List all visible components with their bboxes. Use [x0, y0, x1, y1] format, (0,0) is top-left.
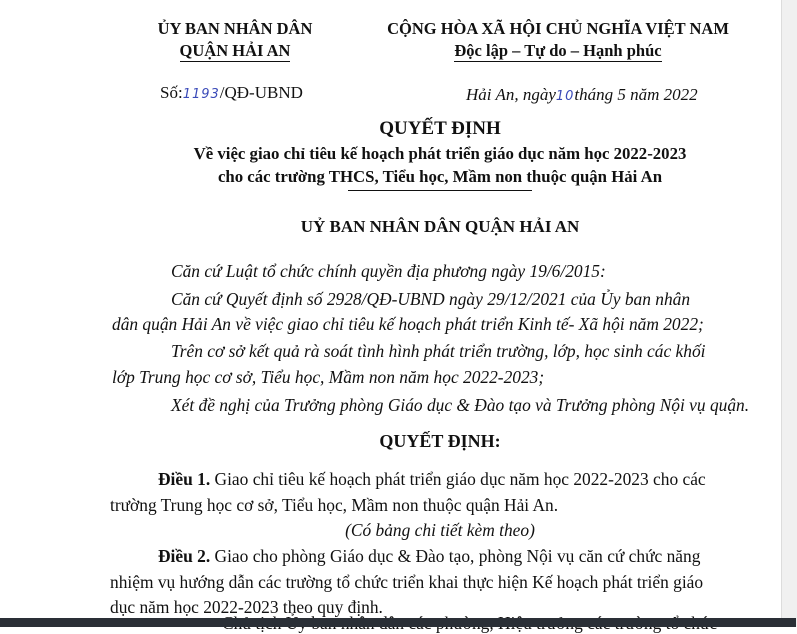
national-motto-text: Độc lập – Tự do – Hạnh phúc: [454, 41, 662, 60]
preamble-basis-2-line-2: dân quận Hải An về việc giao chỉ tiêu kế hoạch phát triển Kinh tế- Xã hội năm 2022;: [112, 314, 704, 334]
date-day-handwritten: 10: [555, 89, 575, 104]
viewer-bottom-bar: [0, 618, 796, 627]
number-prefix: Số:: [160, 83, 183, 102]
document-date: [466, 84, 698, 108]
preamble-proposal: Xét đề nghị của Trưởng phòng Giáo dục & Đào tạo và Trưởng phòng Nội vụ quận.: [171, 395, 750, 415]
article-2-line-1: [158, 545, 700, 567]
preamble-basis-3-line-2: lớp Trung học cơ sở, Tiểu học, Mầm non năm học 2022-2023;: [112, 367, 545, 387]
preamble-basis-2-line-1: Căn cứ Quyết định số 2928/QĐ-UBND ngày 29/12/2021 của Ủy ban nhân: [171, 289, 691, 309]
preamble-basis-1: Căn cứ Luật tổ chức chính quyền địa phương ngày 19/6/2015:: [171, 261, 606, 281]
article-1-text: Giao chỉ tiêu kế hoạch phát triển giáo dục năm học 2022-2023 cho các: [210, 469, 706, 489]
article-2-text: Giao cho phòng Giáo dục & Đào tạo, phòng Nội vụ căn cứ chức năng: [210, 546, 701, 566]
article-1-line-1: [158, 468, 706, 490]
number-suffix: /QĐ-UBND: [219, 83, 303, 102]
issuer-line-2: [135, 40, 335, 62]
date-suffix: tháng 5 năm 2022: [574, 85, 698, 104]
date-prefix: Hải An, ngày: [466, 85, 556, 104]
national-title: CỘNG HÒA XÃ HỘI CHỦ NGHĨA VIỆT NAM: [387, 19, 729, 38]
issuing-authority: UỶ BAN NHÂN DÂN QUẬN HẢI AN: [300, 217, 580, 236]
article-2-line-2: nhiệm vụ hướng dẫn các trường tổ chức triển khai thực hiện Kế hoạch phát triển giáo: [110, 572, 704, 592]
preamble-basis-3-line-1: Trên cơ sở kết quả rà soát tình hình phát triển trường, lớp, học sinh các khối: [171, 341, 706, 361]
article-2-line-3: dục năm học 2022-2023 theo quy định.: [110, 597, 383, 617]
issuer-line-1: ỦY BAN NHÂN DÂN: [157, 19, 313, 38]
document-number: [160, 82, 303, 106]
decision-heading: QUYẾT ĐỊNH:: [379, 431, 501, 451]
national-motto: [358, 40, 758, 62]
number-handwritten: 1193: [182, 87, 220, 102]
article-1-note: (Có bảng chi tiết kèm theo): [345, 520, 535, 540]
article-2-label: Điều 2.: [158, 546, 211, 566]
issuer-name: QUẬN HẢI AN: [179, 41, 291, 60]
document-title: QUYẾT ĐỊNH: [379, 118, 501, 139]
title-divider: [348, 190, 532, 191]
page-edge-shadow: [781, 0, 797, 627]
document-subtitle-line-2: cho các trường THCS, Tiểu học, Mầm non thuộc quận Hải An: [217, 167, 663, 186]
article-1-label: Điều 1.: [158, 469, 211, 489]
article-1-line-2: trường Trung học cơ sở, Tiểu học, Mầm non thuộc quận Hải An.: [110, 495, 559, 515]
document-subtitle-line-1: Về việc giao chỉ tiêu kế hoạch phát triển giáo dục năm học 2022-2023: [193, 144, 687, 163]
